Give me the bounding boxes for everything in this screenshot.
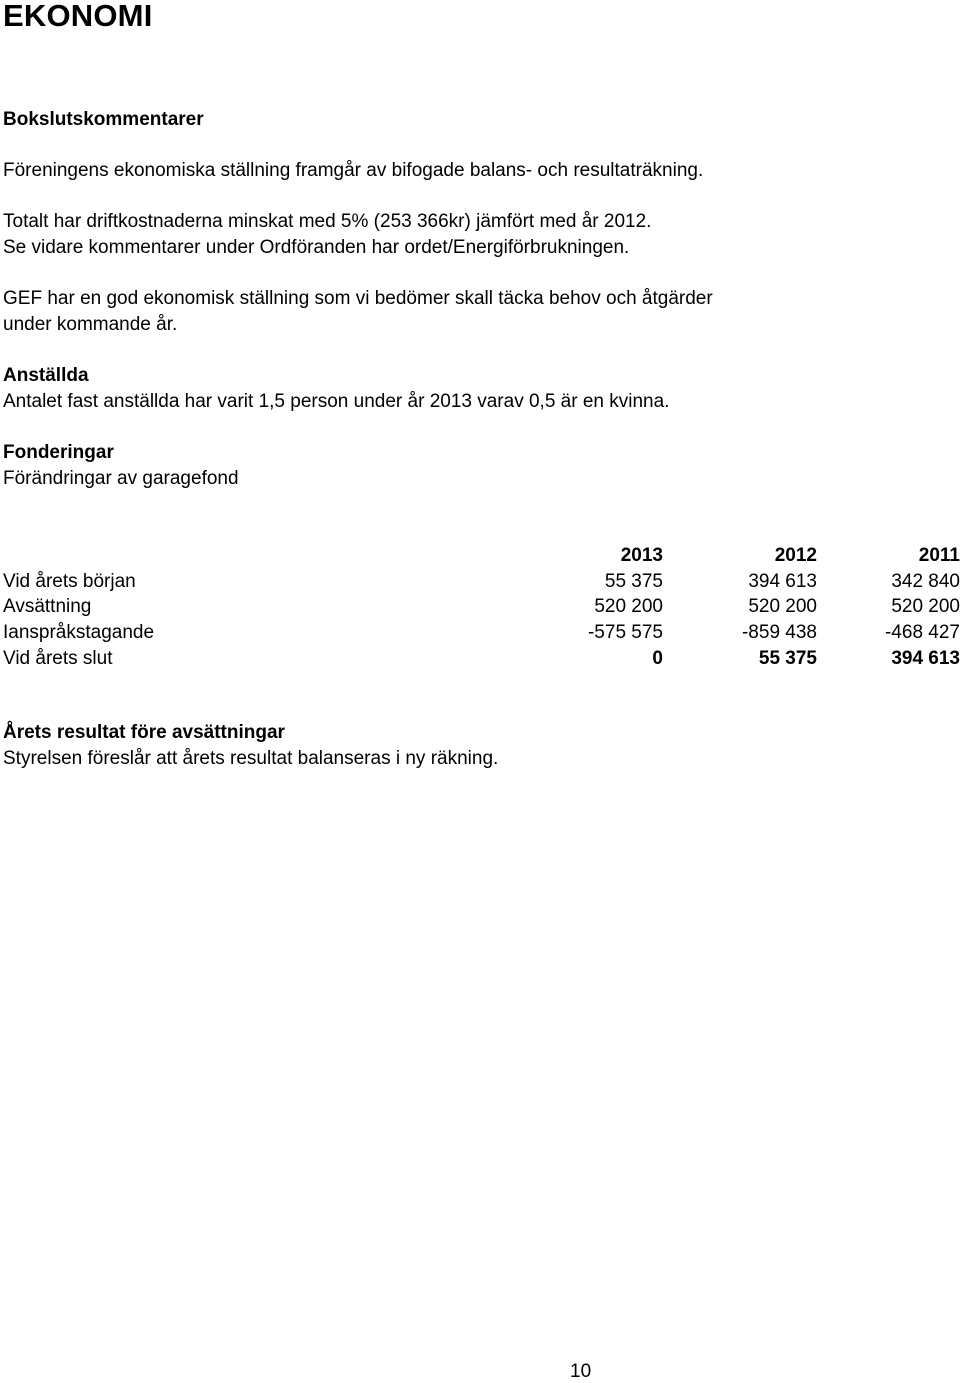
garagefond-table — [3, 543, 960, 671]
table-cell: 55 375 — [604, 570, 663, 592]
anstallda-text: Antalet fast anställda har varit 1,5 person under år 2013 varav 0,5 är en kvinna. — [3, 391, 670, 412]
table-cell: 342 840 — [891, 570, 960, 592]
row-label: Ianspråkstagande — [3, 622, 155, 644]
bokslut-paragraph-2b: Se vidare kommentarer under Ordföranden har ordet/Energiförbrukningen. — [3, 237, 630, 258]
fonderingar-heading: Fonderingar — [3, 442, 114, 463]
row-label: Vid årets slut — [3, 647, 113, 669]
page-number: 10 — [570, 1361, 592, 1382]
table-cell: 520 200 — [748, 596, 817, 618]
bokslut-paragraph-1: Föreningens ekonomiska ställning framgår av bifogade balans- och resultaträkning. — [3, 160, 704, 181]
table-cell-total: 394 613 — [891, 647, 960, 669]
anstallda-heading: Anställda — [3, 365, 89, 386]
table-cell: 520 200 — [891, 596, 960, 618]
fonderingar-text: Förändringar av garagefond — [3, 468, 239, 489]
table-header-row — [3, 543, 960, 569]
table-cell: -859 438 — [741, 622, 817, 644]
table-cell-total: 0 — [652, 647, 663, 669]
table-row — [3, 620, 960, 646]
bokslut-paragraph-2a: Totalt har driftkostnaderna minskat med 5% (253 366kr) jämfört med år 2012. — [3, 211, 652, 232]
table-cell-total: 55 375 — [758, 647, 817, 669]
table-row-total — [3, 646, 960, 672]
bokslut-heading: Bokslutskommentarer — [3, 109, 204, 130]
table-cell: 394 613 — [748, 570, 817, 592]
column-header-2013: 2013 — [620, 545, 663, 566]
bokslut-paragraph-3a: GEF har en god ekonomisk ställning som vi bedömer skall täcka behov och åtgärder — [3, 288, 713, 309]
table-row — [3, 594, 960, 620]
column-header-2012: 2012 — [774, 545, 817, 566]
table-row — [3, 569, 960, 595]
resultat-text: Styrelsen föreslår att årets resultat balanseras i ny räkning. — [3, 748, 499, 769]
table-cell: -575 575 — [587, 622, 663, 644]
table-cell: 520 200 — [594, 596, 663, 618]
bokslut-paragraph-3b: under kommande år. — [3, 314, 178, 335]
row-label: Vid årets början — [3, 570, 136, 592]
column-header-2011: 2011 — [918, 545, 960, 566]
row-label: Avsättning — [3, 596, 92, 618]
page-title: EKONOMI — [3, 0, 153, 33]
resultat-heading: Årets resultat före avsättningar — [3, 722, 285, 743]
table-cell: -468 427 — [884, 622, 960, 644]
